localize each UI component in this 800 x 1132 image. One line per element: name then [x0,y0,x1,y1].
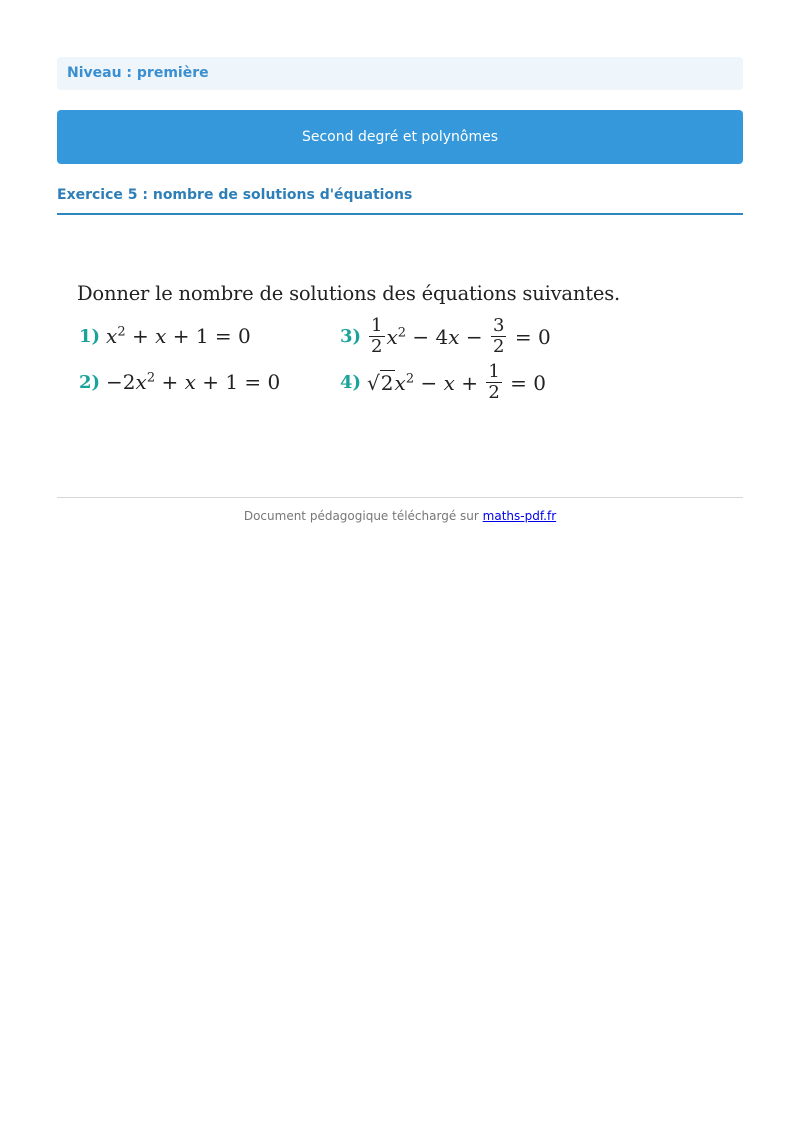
equation-expression: $-2x^2 + x + 1 = 0$ [106,370,281,394]
fraction: $\frac{3}{2}$ [493,315,505,357]
chapter-banner: Second degré et polynômes [57,110,743,164]
footer-divider [57,497,743,498]
exercise-title: Exercice 5 : nombre de solutions d'équations [57,185,743,215]
equation-2 [79,370,280,394]
square-root: √ 2 [367,371,394,395]
equation-expression: $x^2 - x$ + [394,370,485,395]
equation-expression: $x^2 + x + 1 = 0$ [106,324,251,348]
fraction: $\frac{1}{2}$ [488,361,500,403]
equation-4: 4) √ 2 $x^2 - x$ + $\frac{1}{2}$ = 0 [340,361,546,403]
equation-number: 3) [340,326,362,347]
footer-link[interactable]: maths-pdf.fr [482,509,557,523]
level-label: Niveau : première [57,57,743,90]
equation-number: 1) [79,325,101,347]
exercise-body [77,282,637,422]
equation-1 [79,324,251,348]
fraction: $\frac{1}{2}$ [371,315,383,357]
equation-expression: $x^2 - 4x$ − [386,324,490,349]
footer-text: Document pédagogique téléchargé sur [243,509,479,523]
footer [57,509,743,523]
equation-number: 4) [340,372,362,393]
equation-number: 2) [79,371,101,393]
equation-3: 3) $\frac{1}{2}$ $x^2 - 4x$ − $\frac{3}{2}$ = 0 [340,315,551,357]
exercise-statement: Donner le nombre de solutions des équations suivantes. [77,282,620,305]
